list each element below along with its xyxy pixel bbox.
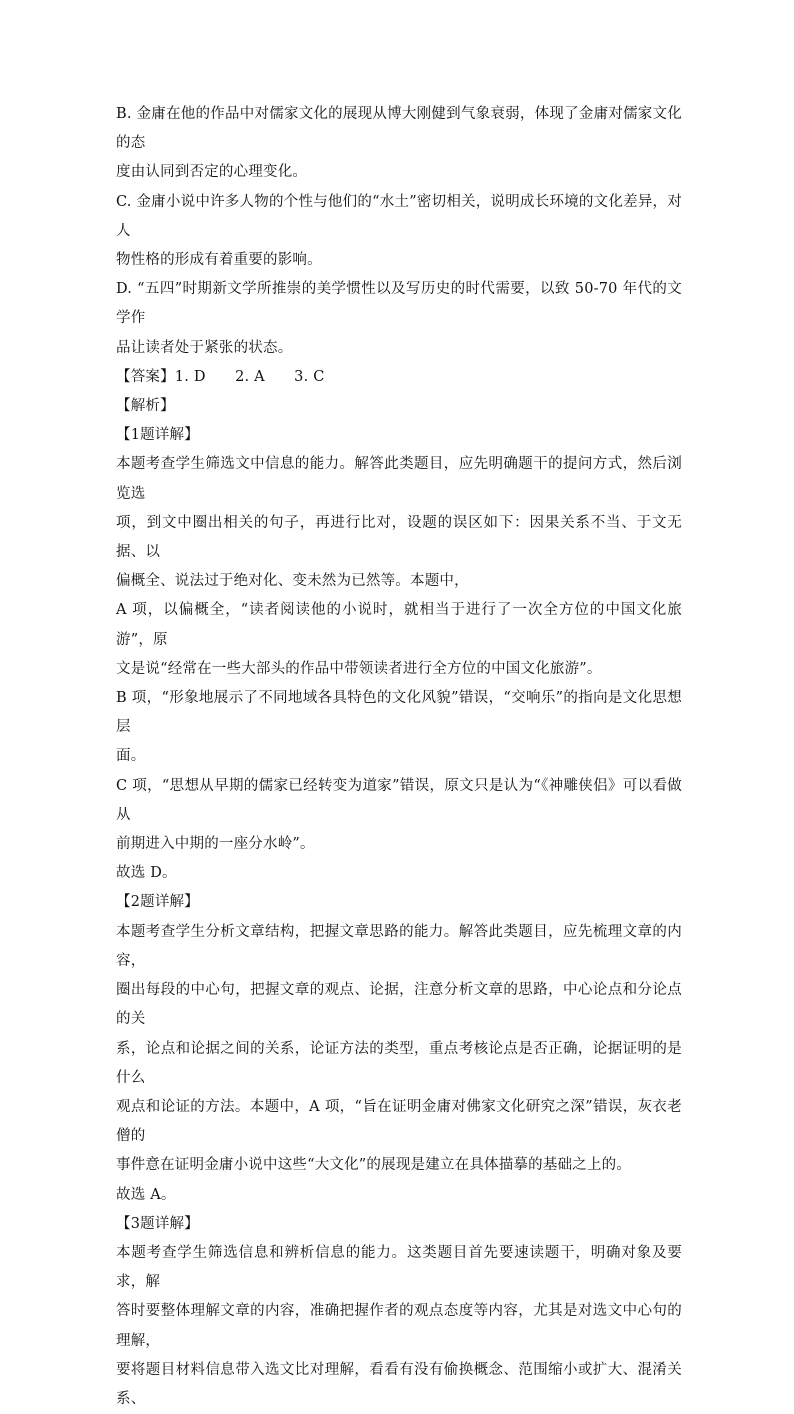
q2-body-line-1: 本题考查学生分析文章结构，把握文章思路的能力。解答此类题目，应先梳理文章的内容， [116, 923, 682, 969]
q1-option-c-line-1: C 项，“思想从早期的儒家已经转变为道家”错误，原文只是认为“《神雕侠侣》可以看做从 [116, 777, 682, 823]
q1-option-a-line-2: 文是说“经常在一些大部头的作品中带领读者进行全方位的中国文化旅游”。 [116, 660, 602, 677]
q1-option-a-line-1: A 项，以偏概全，“读者阅读他的小说时，就相当于进行了一次全方位的中国文化旅游”，原 [116, 602, 682, 648]
q3-body-line-3: 要将题目材料信息带入选文比对理解，看看有没有偷换概念、范围缩小或扩大、混淆关系、 [116, 1361, 682, 1407]
q2-body-line-3: 系，论点和论据之间的关系，论证方法的类型，重点考核论点是否正确，论据证明的是什么 [116, 1040, 682, 1086]
q1-option-c-line-2: 前期进入中期的一座分水岭”。 [116, 836, 315, 853]
q1-option-b-line-1: B 项，“形象地展示了不同地域各具特色的文化风貌”错误，“交响乐”的指向是文化思想层 [116, 690, 682, 736]
q3-body-line-1: 本题考查学生筛选信息和辨析信息的能力。这类题目首先要速读题干，明确对象及要求，解 [116, 1244, 682, 1291]
option-b-line-2: 度由认同到否定的心理变化。 [116, 164, 308, 181]
q2-body-line-4: 观点和论证的方法。本题中，A 项，“旨在证明金庸对佛家文化研究之深”错误，灰衣老僧的 [116, 1098, 682, 1145]
q1-option-b-line-2: 面。 [116, 748, 146, 765]
q1-body-line-3: 偏概全、说法过于绝对化、变未然为已然等。本题中， [116, 573, 469, 590]
option-c-line-2: 物性格的形成有着重要的影响。 [116, 252, 322, 269]
q3-heading: 【3题详解】 [116, 1215, 199, 1232]
answer-line: 【答案】1. D 2. A 3. C [116, 368, 325, 385]
q3-body-line-2: 答时要整体理解文章的内容，准确把握作者的观点态度等内容，尤其是对选文中心句的理解， [116, 1303, 682, 1349]
document-page [116, 100, 682, 1414]
q2-body-line-5: 事件意在证明金庸小说中这些“大文化”的展现是建立在具体描摹的基础之上的。 [116, 1157, 632, 1174]
q1-heading: 【1题详解】 [116, 427, 199, 444]
q2-body-line-2: 圈出每段的中心句，把握文章的观点、论据，注意分析文章的思路，中心论点和分论点的关 [116, 982, 682, 1028]
option-b-line-1: B. 金庸在他的作品中对儒家文化的展现从博大刚健到气象衰弱，体现了金庸对儒家文化的态 [116, 106, 682, 152]
option-d-line-2: 品让读者处于紧张的状态。 [116, 339, 293, 356]
q2-conclusion: 故选 A。 [116, 1186, 176, 1203]
q2-heading: 【2题详解】 [116, 894, 199, 911]
q1-body-line-1: 本题考查学生筛选文中信息的能力。解答此类题目，应先明确题干的提问方式，然后浏览选 [116, 456, 682, 502]
option-d-line-1: D. “五四”时期新文学所推崇的美学惯性以及写历史的时代需要，以致 50-70 年代的文学作 [116, 281, 682, 327]
q1-body-line-2: 项，到文中圈出相关的句子，再进行比对，设题的误区如下：因果关系不当、于文无据、以 [116, 514, 682, 561]
option-c-line-1: C. 金庸小说中许多人物的个性与他们的“水土”密切相关，说明成长环境的文化差异，对人 [116, 193, 682, 239]
q1-conclusion: 故选 D。 [116, 865, 177, 882]
analysis-heading: 【解析】 [116, 398, 175, 415]
